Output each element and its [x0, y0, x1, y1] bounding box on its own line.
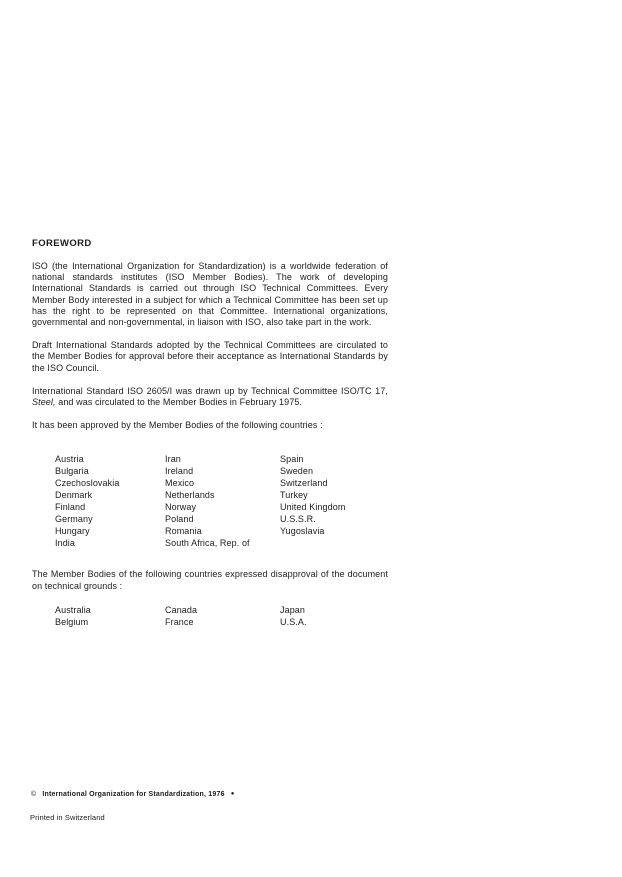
country-item: Denmark: [55, 490, 93, 501]
country-item: Czechoslovakia: [55, 478, 120, 489]
bullet-icon: ●: [230, 791, 235, 797]
copyright-text: International Organization for Standardization, 1976: [42, 791, 225, 798]
country-item: Switzerland: [280, 478, 328, 489]
standard-origin-text-after: and was circulated to the Member Bodies in February 1975.: [55, 397, 303, 408]
country-item: Australia: [55, 604, 91, 615]
country-item: Belgium: [55, 616, 89, 627]
approved-countries-column-1: [55, 453, 165, 549]
approved-countries-column-2: [165, 453, 280, 549]
country-item: Poland: [165, 514, 194, 525]
country-item: Canada: [165, 604, 198, 615]
paragraph-draft-standards: Draft International Standards adopted by the Technical Committees are circulated to the Member Bodies for approval before their acceptance as International Standards by the ISO Council.: [32, 340, 388, 373]
copyright-line: [31, 791, 235, 798]
country-item: Bulgaria: [55, 466, 89, 477]
country-item: Austria: [55, 454, 84, 465]
country-item: U.S.S.R.: [280, 514, 316, 525]
disapproved-intro: The Member Bodies of the following countries expressed disapproval of the document on technical grounds :: [32, 569, 388, 591]
country-item: Netherlands: [165, 490, 215, 501]
approved-intro: It has been approved by the Member Bodies of the following countries :: [32, 420, 323, 431]
foreword-content: [32, 238, 388, 628]
copyright-symbol-icon: ©: [31, 791, 37, 798]
country-item: Ireland: [165, 466, 194, 477]
printed-in-line: Printed in Switzerland: [30, 813, 105, 822]
country-item: Turkey: [280, 490, 308, 501]
standard-origin-text-before: International Standard ISO 2605/I was drawn up by Technical Committee ISO/TC 17,: [32, 385, 388, 396]
disapproved-countries-column-1: [55, 604, 165, 628]
country-item: Japan: [280, 604, 306, 615]
country-item: Finland: [55, 502, 86, 513]
paragraph-iso-description: ISO (the International Organization for Standardization) is a worldwide federation of national standards institutes (ISO Member Bodies). The work of developing International Standards is carried out through ISO Technical Committees. Every Member Body interested in a subject for which a Technical Committee has been set up has the right to be represented on that Committee. International organizations, governmental and non-governmental, in liaison with ISO, also take part in the work.: [32, 261, 388, 328]
approved-countries-list: [55, 453, 388, 549]
country-item: Romania: [165, 526, 202, 537]
country-item: Spain: [280, 454, 304, 465]
country-item: Germany: [55, 514, 93, 525]
committee-subject-italic: Steel,: [32, 397, 56, 408]
country-item: Mexico: [165, 478, 195, 489]
foreword-heading: FOREWORD: [32, 238, 92, 249]
country-item: Norway: [165, 502, 197, 513]
country-item: Hungary: [55, 526, 90, 537]
approved-countries-column-3: [280, 453, 388, 549]
country-item: U.S.A.: [280, 616, 307, 627]
disapproved-countries-list: [55, 604, 388, 628]
country-item: Iran: [165, 454, 181, 465]
disapproved-countries-column-3: [280, 604, 388, 628]
country-item: India: [55, 538, 76, 549]
country-item: Sweden: [280, 466, 314, 477]
country-item: United Kingdom: [280, 502, 346, 513]
disapproved-countries-column-2: [165, 604, 280, 628]
country-item: Yugoslavia: [280, 526, 325, 537]
paragraph-standard-origin: [32, 386, 388, 408]
country-item: France: [165, 616, 194, 627]
country-item: South Africa, Rep. of: [165, 538, 250, 549]
